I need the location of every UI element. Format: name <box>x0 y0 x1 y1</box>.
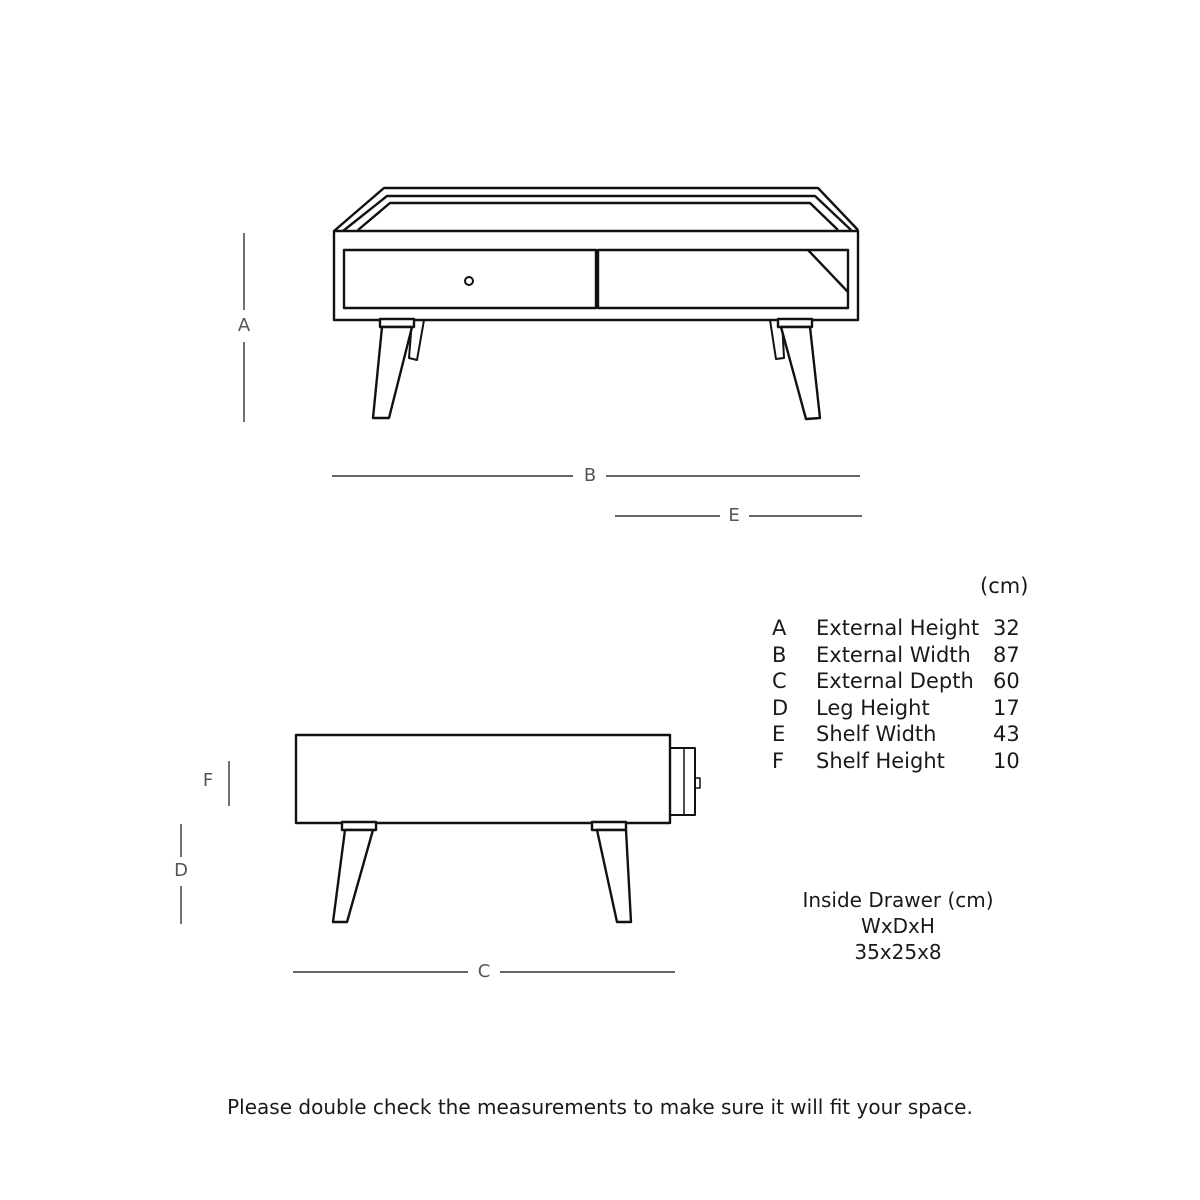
spec-value: 17 <box>993 695 1020 720</box>
drawer-info <box>760 887 1036 965</box>
dim-label-c: C <box>477 961 491 982</box>
disclaimer: Please double check the measurements to make sure it will fit your space. <box>227 1095 973 1119</box>
spec-key: E <box>772 722 786 747</box>
spec-key: A <box>772 616 787 640</box>
spec-row <box>772 642 1020 669</box>
spec-name: Shelf Width <box>816 722 937 747</box>
side-view <box>296 735 700 922</box>
spec-key: F <box>772 748 785 773</box>
dim-label-f: F <box>202 770 214 791</box>
spec-value: 43 <box>993 722 1020 747</box>
drawer-format: WxDxH <box>861 914 935 938</box>
spec-value: 60 <box>993 669 1020 694</box>
tabletop <box>334 188 858 231</box>
dim-label-d: D <box>174 860 188 881</box>
dim-label-a: A <box>237 315 251 336</box>
spec-key: C <box>772 669 787 694</box>
drawer-handle <box>670 748 695 815</box>
dim-label-e: E <box>728 505 740 526</box>
spec-row <box>772 748 1020 775</box>
side-leg-right <box>597 830 631 922</box>
front-leg-left <box>373 327 412 418</box>
side-leg-left <box>333 830 373 922</box>
spec-key: B <box>772 642 787 667</box>
dimension-lines <box>181 233 862 972</box>
spec-key: D <box>772 695 789 720</box>
spec-value: 32 <box>993 616 1020 640</box>
front-leg-right <box>781 327 820 419</box>
front-view <box>334 188 858 419</box>
spec-row <box>772 721 1020 748</box>
spec-name: Leg Height <box>816 695 930 720</box>
spec-table <box>772 615 1020 775</box>
spec-value: 10 <box>993 748 1020 773</box>
spec-name: External Height <box>816 616 980 640</box>
unit-label: (cm) <box>980 574 1029 598</box>
spec-row <box>772 668 1020 695</box>
spec-row <box>772 695 1020 722</box>
spec-name: External Depth <box>816 669 974 694</box>
drawer-size: 35x25x8 <box>854 940 942 964</box>
spec-name: Shelf Height <box>816 748 945 773</box>
dim-label-b: B <box>583 465 597 486</box>
spec-row <box>772 615 1020 642</box>
side-body <box>296 735 670 823</box>
spec-name: External Width <box>816 642 971 667</box>
drawer-title: Inside Drawer (cm) <box>802 888 994 912</box>
spec-value: 87 <box>993 642 1020 667</box>
